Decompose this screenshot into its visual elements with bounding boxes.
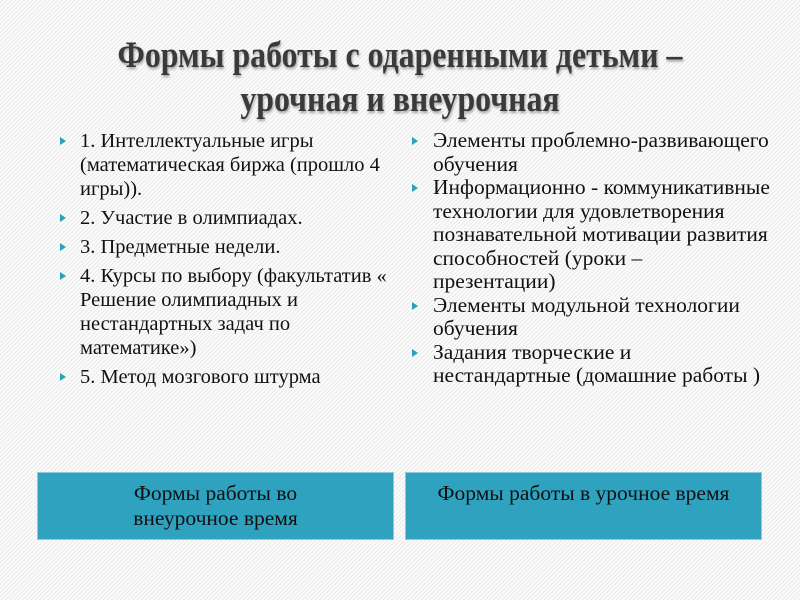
list-item: [410, 294, 770, 341]
extracurricular-forms-box: [37, 472, 394, 540]
list-item-text: Элементы проблемно-развивающего обучения: [433, 128, 769, 176]
triangle-bullet-icon: [60, 137, 66, 145]
list-item-text: Информационно - коммуникативные технологии для удовлетворения познавательной мотивации развития способностей (уроки – презентации): [433, 175, 770, 293]
list-item-text: Задания творческие и нестандартные (домашние работы ): [433, 339, 761, 387]
list-item-text: 5. Метод мозгового штурма: [80, 366, 321, 388]
list-item: [58, 365, 388, 389]
list-item-text: Элементы модульной технологии обучения: [433, 292, 740, 340]
list-item: [410, 176, 770, 294]
list-item-text: 3. Предметные недели.: [80, 236, 281, 258]
slide-title: Формы работы с одаренными детьми – урочная и внеурочная: [117, 35, 683, 120]
list-item-text: 4. Курсы по выбору (факультатив « Решение олимпиадных и нестандартных задач по математике»): [80, 265, 387, 359]
list-item-text: 2. Участие в олимпиадах.: [80, 207, 303, 229]
triangle-bullet-icon: [412, 137, 418, 145]
list-item: [58, 235, 388, 259]
triangle-bullet-icon: [60, 243, 66, 251]
lesson-forms-box: [405, 472, 762, 540]
list-item-text: 1. Интеллектуальные игры (математическая биржа (прошло 4 игры)).: [80, 130, 380, 200]
triangle-bullet-icon: [60, 272, 66, 280]
triangle-bullet-icon: [60, 214, 66, 222]
right-column-list: [410, 129, 770, 388]
left-column-list: [58, 129, 388, 394]
list-item: [58, 206, 388, 230]
triangle-bullet-icon: [412, 349, 418, 357]
box-label: Формы работы в урочное время: [437, 481, 730, 505]
list-item: [58, 264, 388, 360]
triangle-bullet-icon: [412, 302, 418, 310]
triangle-bullet-icon: [60, 373, 66, 381]
triangle-bullet-icon: [412, 184, 418, 192]
list-item: [410, 129, 770, 176]
box-label: Формы работы во внеурочное время: [133, 481, 298, 530]
list-item: [58, 129, 388, 201]
list-item: [410, 341, 770, 388]
